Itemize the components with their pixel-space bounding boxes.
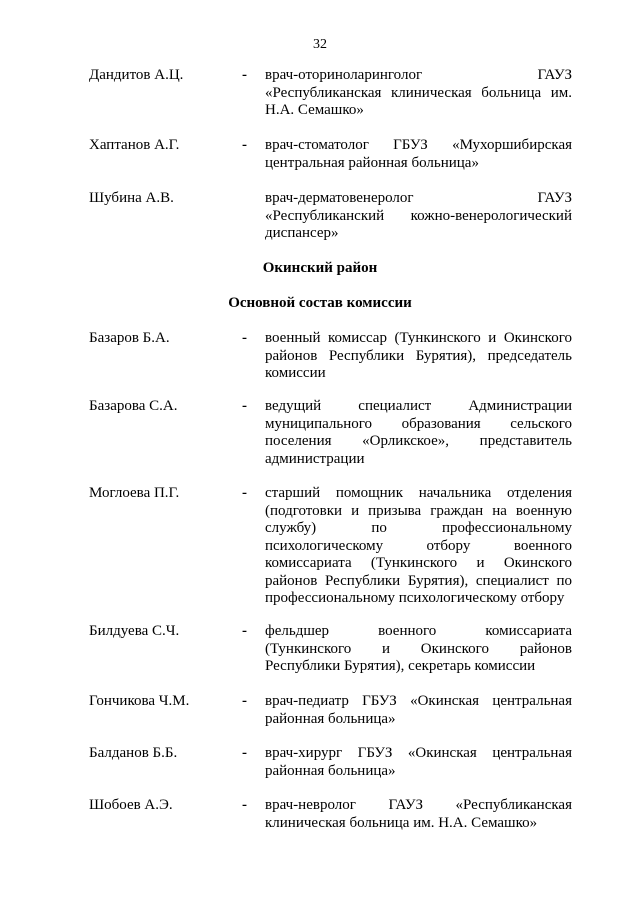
person-description [265, 485, 572, 608]
person-description [265, 745, 572, 780]
person-description [265, 330, 572, 383]
description-line: врач-хирург ГБУЗ «Окинская центральная [265, 745, 572, 761]
person-name: Хаптанов А.Г. [89, 137, 180, 153]
description-line: центральная районная больница» [265, 154, 479, 171]
person-name: Шобоев А.Э. [89, 797, 173, 813]
person-description [265, 67, 572, 120]
description-line: врач-оториноларинголог ГАУЗ [265, 67, 572, 83]
description-line: врач-невролог ГАУЗ «Республиканская [265, 797, 572, 813]
description-line: администрации [265, 450, 365, 467]
description-line: районная больница» [265, 762, 396, 779]
dash: - [242, 745, 247, 761]
dash: - [242, 485, 247, 501]
description-line: районов Республики Бурятия), специалист по [265, 572, 572, 589]
description-line: фельдшер военного комиссариата [265, 623, 572, 639]
description-line: клиническая больница им. Н.А. Семашко» [265, 814, 538, 831]
person-description [265, 190, 572, 243]
person-name: Гончикова Ч.М. [89, 693, 190, 709]
dash: - [242, 67, 247, 83]
description-line: старший помощник начальника отделения [265, 485, 572, 501]
description-line: диспансер» [265, 225, 339, 241]
description-line: военный комиссар (Тункинского и Окинского [265, 330, 572, 346]
person-name: Дандитов А.Ц. [89, 67, 184, 83]
description-line: комиссии [265, 365, 326, 381]
person-name: Балданов Б.Б. [89, 745, 178, 761]
person-description [265, 137, 572, 172]
description-line: поселения «Орликское», представитель [265, 433, 572, 449]
description-line: врач-педиатр ГБУЗ «Окинская центральная [265, 693, 572, 709]
person-description [265, 623, 572, 676]
description-line: Н.А. Семашко» [265, 102, 364, 118]
description-line: службу) по профессиональному [265, 520, 572, 536]
person-name: Базарова С.А. [89, 398, 178, 414]
dash: - [242, 137, 247, 153]
description-line: «Республиканская клиническая больница им. [265, 84, 572, 101]
description-line: Республики Бурятия), секретарь комиссии [265, 658, 536, 674]
dash: - [242, 623, 247, 639]
description-line: районная больница» [265, 710, 396, 727]
person-name: Моглоева П.Г. [89, 485, 180, 501]
person-name: Билдуева С.Ч. [89, 623, 180, 639]
dash: - [242, 797, 247, 813]
description-line: психологическому отбору военного [265, 537, 572, 554]
subsection-heading: Основной состав комиссии [228, 295, 412, 311]
description-line: (Тункинского и Окинского районов [265, 640, 572, 657]
description-line: (подготовки и призыва граждан на военную [265, 502, 572, 519]
description-line: врач-стоматолог ГБУЗ «Мухоршибирская [265, 137, 572, 153]
dash: - [242, 693, 247, 709]
person-name: Базаров Б.А. [89, 330, 170, 346]
description-line: профессиональному психологическому отбору [265, 590, 565, 606]
person-name: Шубина А.В. [89, 190, 174, 206]
description-line: врач-дерматовенеролог ГАУЗ [265, 190, 572, 206]
description-line: районов Республики Бурятия), председатель [265, 347, 572, 364]
description-line: «Республиканский кожно-венерологический [265, 207, 572, 224]
person-description [265, 797, 572, 832]
dash: - [242, 330, 247, 346]
description-line: муниципального образования сельского [265, 415, 572, 432]
description-line: комиссариата (Тункинского и Окинского [265, 555, 572, 571]
page-number: 32 [313, 37, 327, 52]
person-description [265, 398, 572, 468]
dash: - [242, 398, 247, 414]
description-line: ведущий специалист Администрации [265, 398, 572, 414]
person-description [265, 693, 572, 728]
section-heading: Окинский район [262, 260, 378, 276]
